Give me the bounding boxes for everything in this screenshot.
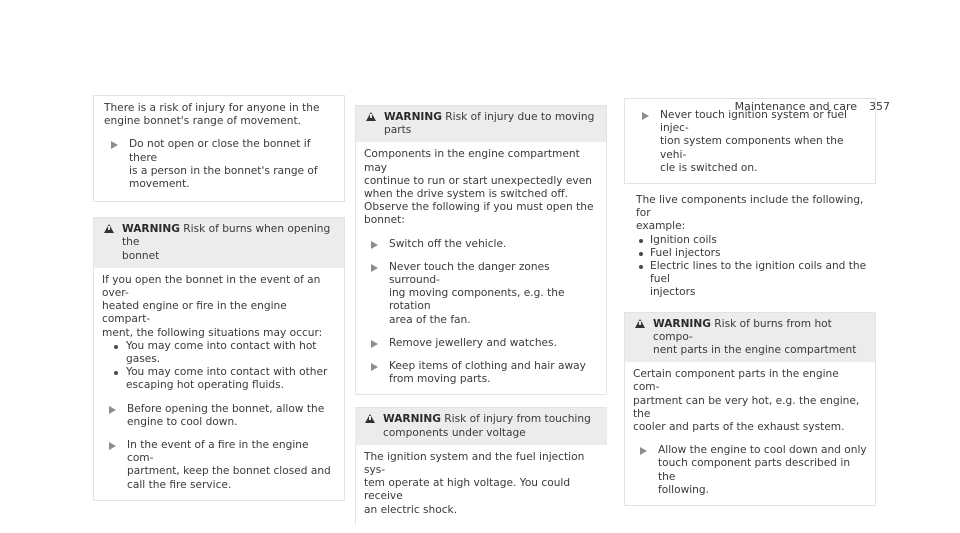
warning-voltage: [355, 407, 607, 524]
arrow-icon: [371, 264, 378, 272]
continued-warning-box: [624, 98, 876, 184]
instruction-step: Keep items of clothing and hair away from moving parts.: [364, 360, 598, 386]
instruction-step: Remove jewellery and watches.: [364, 337, 598, 350]
live-components-text: The live components include the following, for example: Ignition coils Fuel injectors Electric lines to the ignition coils and the fuel injectors: [624, 194, 876, 300]
warning-triangle-icon: [104, 224, 114, 233]
column-3: [624, 98, 876, 506]
arrow-icon: [109, 442, 116, 450]
column-2: [355, 95, 607, 525]
warning-keyword: WARNING: [383, 413, 441, 426]
warning-header: WARNING Risk of burns when opening the bonnet: [94, 218, 344, 268]
warning-header: WARNING Risk of injury due to moving parts: [356, 106, 606, 142]
arrow-icon: [371, 241, 378, 249]
warning-body: Certain component parts in the engine com- partment can be very hot, e.g. the engine, the cooler and parts of the exhaust system. Allow the engine to cool down and only touch component parts described in the following.: [633, 368, 867, 496]
arrow-icon: [640, 447, 647, 455]
instruction-step: Never touch ignition system or fuel injec- tion system components when the vehi- cle is switched on.: [635, 109, 865, 175]
column-1: [93, 95, 345, 501]
warning-body: Components in the engine compartment may continue to run or start unexpectedly even when the drive system is switched off. Observe the following if you must open the bonnet: Switch off the vehicle. Never touch the danger zones surround- ing moving components, e.g. the rotation area of the fan. Remove jewellery and watches. Keep items of clothing and hair away from moving parts.: [356, 142, 606, 394]
arrow-icon: [371, 340, 378, 348]
warning-body: The ignition system and the fuel injection sys- tem operate at high voltage. You could receive an electric shock.: [355, 445, 607, 525]
warning-burns-hot-parts: [624, 312, 876, 506]
arrow-icon: [642, 112, 649, 120]
section-title: Maintenance and care: [734, 100, 857, 113]
bonnet-info-box: [93, 95, 345, 202]
warning-burns-bonnet: [93, 217, 345, 501]
bullet-icon: [114, 345, 118, 349]
instruction-step: In the event of a fire in the engine com- partment, keep the bonnet closed and call the fire service.: [102, 439, 336, 492]
list-item: Fuel injectors: [636, 247, 876, 260]
bullet-icon: [114, 371, 118, 375]
instruction-step: Before opening the bonnet, allow the engine to cool down.: [102, 403, 336, 429]
bullet-icon: [639, 239, 643, 243]
warning-header: WARNING Risk of injury from touching components under voltage: [355, 408, 607, 444]
warning-body: If you open the bonnet in the event of an over- heated engine or fire in the engine compart- ment, the following situations may occur: You may come into contact with hot gases. You may come into contact with other escaping hot operating fluids. Before opening the bonnet, allow the engine to cool down. In the event of a fire in the engine com- partment, keep the bonnet closed and call the fire service.: [94, 268, 344, 500]
list-item: Electric lines to the ignition coils and the fuel injectors: [636, 260, 876, 300]
bullet-icon: [639, 252, 643, 256]
warning-header: WARNING Risk of burns from hot compo- nent parts in the engine compartment: [625, 313, 875, 363]
instruction-step: Switch off the vehicle.: [364, 238, 598, 251]
instruction-step: Do not open or close the bonnet if there is a person in the bonnet's range of movement.: [104, 138, 334, 191]
arrow-icon: [109, 406, 116, 414]
arrow-icon: [111, 141, 118, 149]
instruction-step: Allow the engine to cool down and only touch component parts described in the following.: [633, 444, 867, 497]
warning-triangle-icon: [365, 414, 375, 423]
warning-keyword: WARNING: [122, 223, 180, 236]
warning-moving-parts: [355, 105, 607, 395]
instruction-step: Never touch the danger zones surround- ing moving components, e.g. the rotation area of the fan.: [364, 261, 598, 327]
bullet-icon: [639, 265, 643, 269]
warning-triangle-icon: [635, 319, 645, 328]
warning-keyword: WARNING: [653, 317, 711, 330]
warning-triangle-icon: [366, 112, 376, 121]
warning-keyword: WARNING: [384, 111, 442, 123]
arrow-icon: [371, 363, 378, 371]
list-item: You may come into contact with other escaping hot operating fluids.: [102, 366, 336, 392]
list-item: Ignition coils: [636, 234, 876, 247]
list-item: You may come into contact with hot gases.: [102, 340, 336, 366]
intro-text: There is a risk of injury for anyone in the engine bonnet's range of movement.: [104, 102, 320, 128]
page-number: 357: [869, 100, 890, 113]
